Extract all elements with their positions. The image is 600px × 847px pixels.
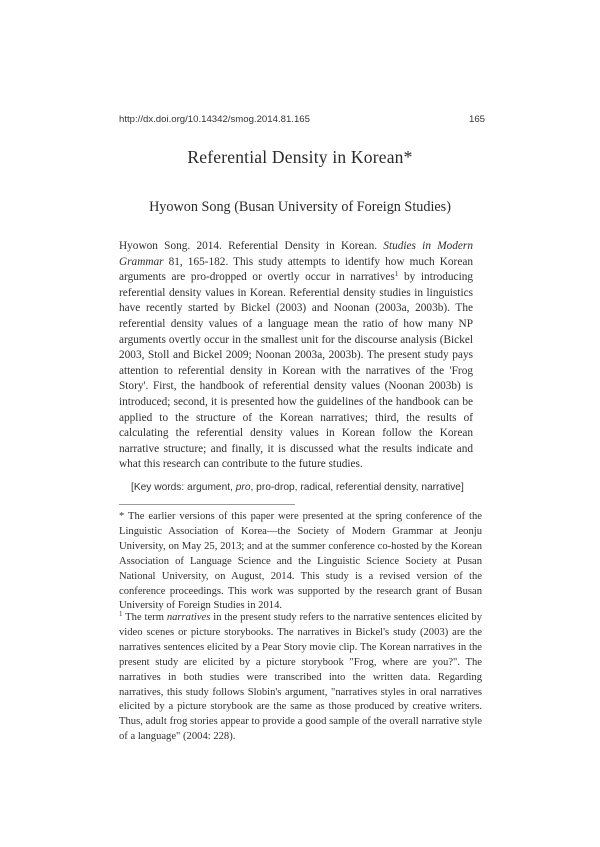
footnote-1-mark: 1	[119, 610, 123, 618]
abstract-text-2: by introducing referential density values in Korean. Referential density studies in linguistics have recently started by Bickel (2003) and Noonan (2003a, 2003b). The referential density values of a language mean the ratio of how many NP arguments overtly occur in the smallest unit for the discourse analysis (Bickel 2003, Stoll and Bickel 2009; Noonan 2003a, 2003b). The present study pays attention to referential density in Korean with the narratives of the 'Frog Story'. First, the handbook of referential density values (Noonan 2003b) is introduced; second, it is presented how the guidelines of the handbook can be applied to the structure of the Korean narratives; third, the results of calculating the referential density values in Korean follow the Korean narrative structure; and finally, it is discussed what the results indicate and what this research can contribute to the future studies.	[119, 271, 473, 471]
keywords	[131, 482, 464, 493]
abstract-citation: Hyowon Song. 2014. Referential Density in Korean.	[119, 240, 384, 252]
footnote-1-text-a: The term	[122, 612, 167, 623]
doi-link[interactable]: http://dx.doi.org/10.14342/smog.2014.81.165	[119, 114, 310, 125]
abstract-text-1: 81, 165-182. This study attempts to identify how much Korean arguments are pro-dropped or overtly occur in narratives	[119, 255, 473, 284]
footnote-1-term: narratives	[166, 612, 211, 623]
keyword-pro: pro	[235, 482, 251, 493]
journal-name: Studies in Modern Grammar	[119, 240, 473, 268]
footnote-1	[119, 611, 482, 745]
paper-title: Referential Density in Korean*	[187, 147, 413, 167]
abstract	[119, 239, 473, 473]
footnote-star: * The earlier versions of this paper were presented at the spring conference of the Linguistic Association of Korea—the Society of Modern Grammar at Jeonju University, on May 25, 2013; and at the summer conference co-hosted by the Korean Association of Language Science and the Linguistic Science Society at Pusan National University, on August, 2014. This study is a revised version of the conference proceedings. This work was supported by the research grant of Busan University of Foreign Studies in 2014.	[119, 511, 482, 612]
author-line: Hyowon Song (Busan University of Foreign Studies)	[149, 199, 451, 215]
page-number: 165	[468, 114, 485, 125]
keywords-prefix: [Key words: argument,	[131, 482, 236, 493]
keywords-rest: , pro-drop, radical, referential density, narrative]	[250, 482, 464, 493]
running-header	[119, 114, 485, 128]
footnote-1-text-b: in the present study refers to the narrative sentences elicited by video scenes or picture storybooks. The narratives in Bickel's study (2003) are the narratives sentences elicited by a Pear Story movie clip. The Korean narratives in the present study are elicited by a picture storybook "Frog, where are you?". The narratives in both studies were transcribed into the written data. Regarding narratives, this study follows Slobin's argument, "narratives styles in oral narratives elicited by a picture storybook are the same as those produced by creative writers. Thus, adult frog stories appear to provide a good sample of the overall narrative style of a language" (2004: 228).	[119, 612, 482, 743]
footnote-ref-1[interactable]: 1	[394, 270, 399, 279]
footnote-divider	[119, 504, 295, 505]
